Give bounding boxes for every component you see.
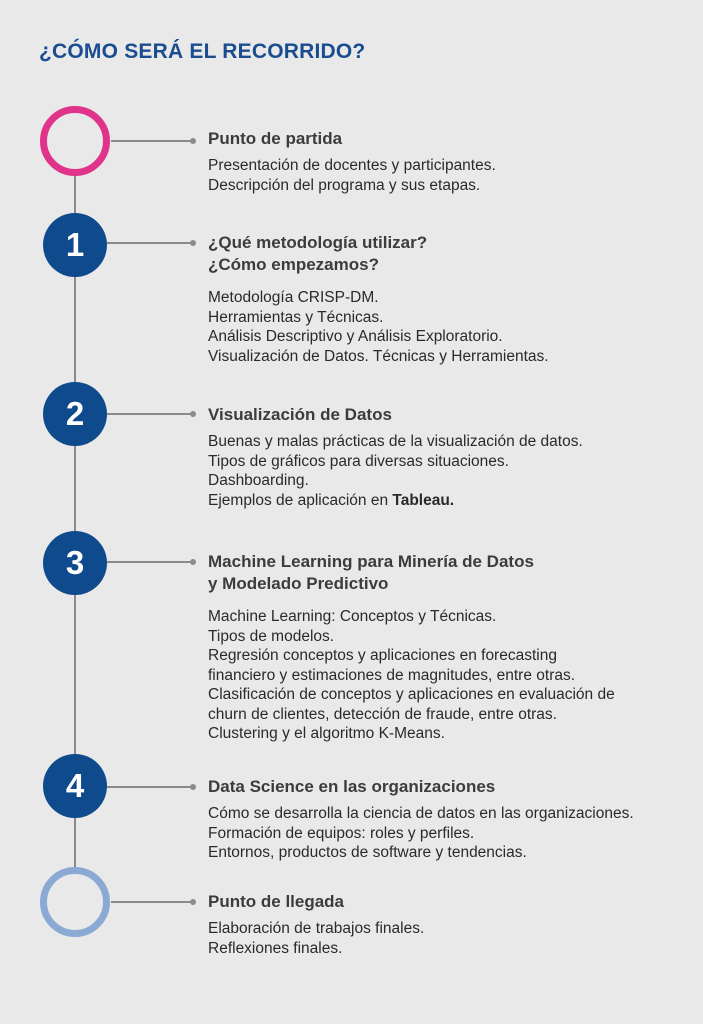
start-ring-marker (40, 106, 110, 176)
stage-item: Análisis Descriptivo y Análisis Exploratorio. (208, 328, 503, 345)
stage-item: Descripción del programa y sus etapas. (208, 176, 481, 194)
stage-item: Herramientas y Técnicas. (208, 308, 384, 326)
step-4-marker: 4 (43, 754, 107, 818)
stage-item: Clasificación de conceptos y aplicaciones en evaluación de (208, 686, 615, 703)
stage-title-line: y Modelado Predictivo (208, 574, 389, 593)
stage-title-line: Punto de llegada (208, 892, 345, 911)
stage-item: Entornos, productos de software y tendencias. (208, 844, 527, 861)
page-title: ¿CÓMO SERÁ EL RECORRIDO? (39, 40, 366, 63)
step-2-marker: 2 (43, 382, 107, 446)
stage-2 (208, 404, 583, 510)
stage-title (208, 128, 496, 150)
stage-item: Buenas y malas prácticas de la visualización de datos. (208, 433, 583, 450)
stage-title-line: ¿Qué metodología utilizar? (208, 233, 428, 252)
stage-title-line: Data Science en las organizaciones (208, 777, 496, 796)
stage-item: Elaboración de trabajos finales. (208, 920, 425, 937)
stage-title (208, 891, 424, 913)
stage-title (208, 551, 615, 595)
step-3-marker: 3 (43, 531, 107, 595)
stage-item: churn de clientes, detección de fraude, entre otras. (208, 705, 557, 723)
connector-3 (107, 561, 193, 563)
connector-1 (107, 242, 193, 244)
stage-title-line: Machine Learning para Minería de Datos (208, 552, 534, 571)
stage-start (208, 128, 496, 195)
stage-end (208, 891, 424, 958)
stage-item: Tipos de gráficos para diversas situaciones. (208, 452, 509, 470)
stage-1 (208, 232, 549, 366)
stage-title (208, 404, 583, 426)
stage-item: financiero y estimaciones de magnitudes, entre otras. (208, 666, 576, 684)
connector-end (111, 901, 193, 903)
stage-item: Machine Learning: Conceptos y Técnicas. (208, 608, 497, 625)
end-ring-marker (40, 867, 110, 937)
stage-title (208, 232, 549, 276)
step-1-marker: 1 (43, 213, 107, 277)
stage-item (208, 491, 583, 511)
stage-item: Reflexiones finales. (208, 939, 343, 957)
stage-item: Visualización de Datos. Técnicas y Herramientas. (208, 347, 549, 365)
stage-item: Presentación de docentes y participantes. (208, 157, 496, 174)
stage-4 (208, 776, 634, 863)
stage-item: Clustering y el algoritmo K-Means. (208, 725, 445, 742)
stage-title-line: ¿Cómo empezamos? (208, 255, 379, 274)
stage-item: Cómo se desarrolla la ciencia de datos en las organizaciones. (208, 805, 634, 822)
item-emphasis: Tableau. (392, 491, 455, 509)
stage-item: Tipos de modelos. (208, 627, 335, 645)
connector-start (111, 140, 193, 142)
stage-item: Dashboarding. (208, 472, 309, 489)
stage-item: Formación de equipos: roles y perfiles. (208, 824, 475, 842)
stage-title-line: Visualización de Datos (208, 405, 392, 424)
stage-item: Metodología CRISP-DM. (208, 289, 379, 306)
stage-item: Regresión conceptos y aplicaciones en forecasting (208, 647, 557, 664)
connector-4 (107, 786, 193, 788)
stage-title (208, 776, 634, 798)
stage-title-line: Punto de partida (208, 129, 343, 148)
connector-2 (107, 413, 193, 415)
stage-3 (208, 551, 615, 744)
item-text: Ejemplos de aplicación en (208, 491, 393, 509)
